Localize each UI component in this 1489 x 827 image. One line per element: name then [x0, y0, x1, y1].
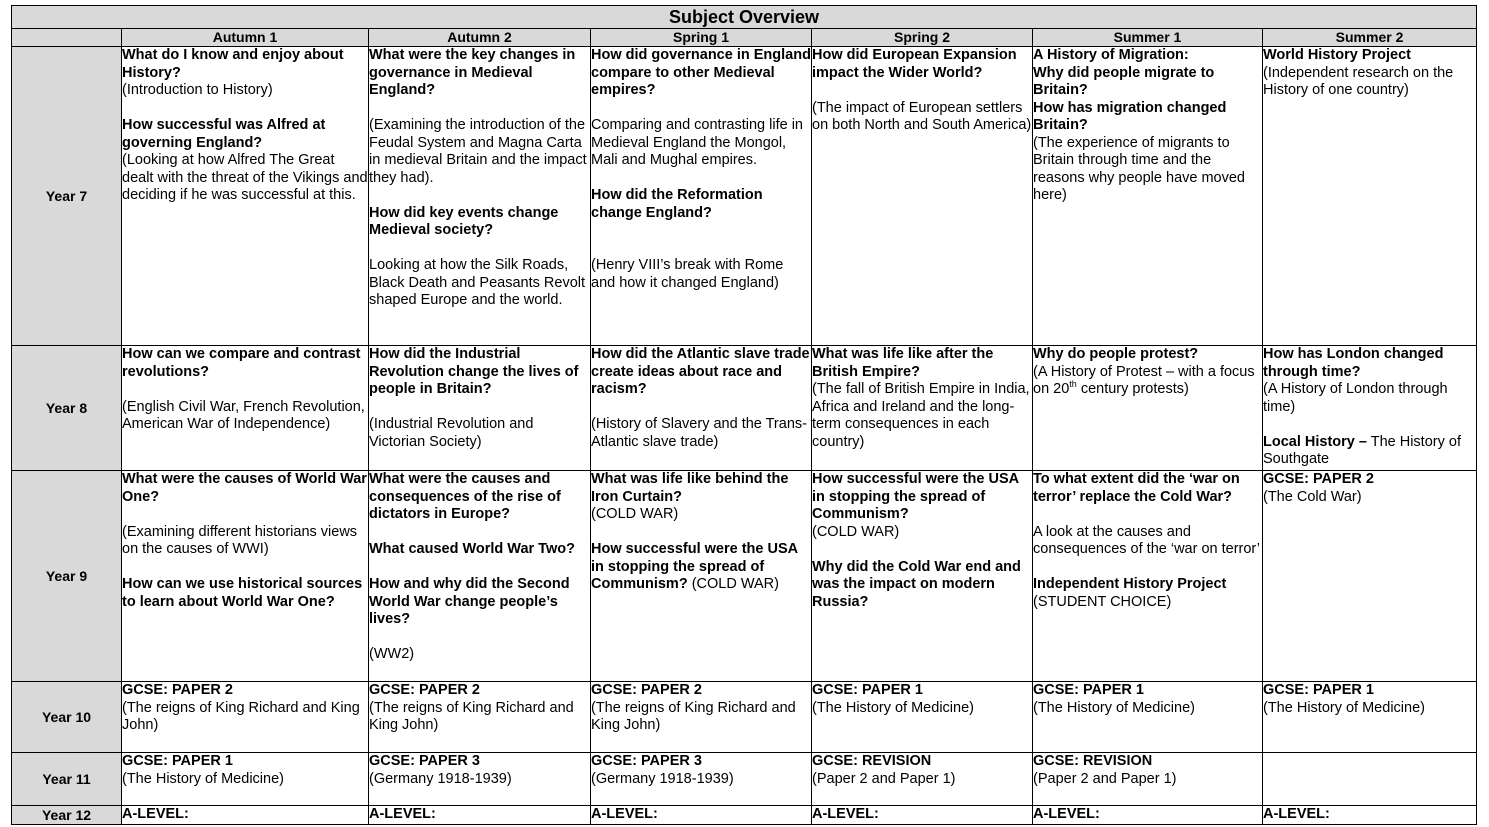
question-with-note: How successful were the USA in stopping the spread of Communism? (COLD WAR) — [591, 541, 798, 592]
term-header-spring-1: Spring 1 — [591, 29, 812, 47]
question: How successful were the USA in stopping the spread of Communism? — [812, 471, 1019, 522]
cell-y9-summer-2 — [1263, 471, 1477, 682]
cell-y11-autumn-2: GCSE: PAPER 3 (Germany 1918-1939) — [369, 753, 591, 806]
question: What were the causes and consequences of the rise of dictators in Europe? — [369, 471, 561, 522]
description: (English Civil War, French Revolution, American War of Independence) — [122, 398, 365, 432]
subject-overview-table — [11, 5, 1477, 825]
cell-y11-spring-1: GCSE: PAPER 3 (Germany 1918-1939) — [591, 753, 812, 806]
question: Why did the Cold War end and was the impact on modern Russia? — [812, 558, 1021, 610]
description: Looking at how the Silk Roads, Black Death and Peasants Revolt shaped Europe and the world. — [369, 257, 586, 308]
cell-y12-summer-2: A-LEVEL: — [1263, 806, 1477, 825]
term-header-spring-2: Spring 2 — [812, 29, 1033, 47]
cell-y12-autumn-1: A-LEVEL: — [122, 806, 369, 825]
question: What do I know and enjoy about History? — [122, 47, 344, 81]
cell-y12-autumn-2: A-LEVEL: — [369, 806, 591, 825]
table-title: Subject Overview — [12, 6, 1477, 29]
question: How and why did the Second World War change people’s lives? — [369, 576, 570, 627]
question: How has London changed through time? — [1263, 346, 1444, 380]
question: How can we use historical sources to learn about World War One? — [122, 576, 363, 610]
question: What were the causes of World War One? — [122, 471, 367, 505]
description: (Looking at how Alfred The Great dealt with the threat of the Vikings and deciding if he was successful at this. — [122, 152, 368, 203]
description: (Independent research on the History of one country) — [1263, 64, 1454, 98]
year-label-7: Year 7 — [12, 47, 122, 346]
cell-y8-autumn-2 — [369, 346, 591, 471]
cell-y9-summer-1 — [1033, 471, 1263, 682]
cell-y8-spring-1 — [591, 346, 812, 471]
cell-y7-spring-1 — [591, 47, 812, 346]
cell-y7-autumn-2 — [369, 47, 591, 346]
description: (Examining the introduction of the Feudal System and Magna Carta in medieval Britain and the impact they had). — [369, 117, 587, 186]
description: (STUDENT CHOICE) — [1033, 593, 1172, 610]
cell-y7-summer-2 — [1263, 47, 1477, 346]
question: How did the Reformation change England? — [591, 187, 763, 221]
cell-y12-summer-1: A-LEVEL: — [1033, 806, 1263, 825]
description: (The impact of European settlers on both North and South America) — [812, 99, 1032, 133]
cell-y7-summer-1 — [1033, 47, 1263, 346]
header-corner — [12, 29, 122, 47]
question: Why did people migrate to Britain? — [1033, 64, 1215, 98]
question: How can we compare and contrast revolutions? — [122, 346, 361, 380]
cell-y10-spring-1: GCSE: PAPER 2 (The reigns of King Richard and King John) — [591, 682, 812, 753]
question: GCSE: PAPER 2 — [1263, 471, 1374, 487]
cell-y8-summer-1 — [1033, 346, 1263, 471]
year-label-12: Year 12 — [12, 806, 122, 825]
cell-y7-autumn-1 — [122, 47, 369, 346]
cell-y8-spring-2 — [812, 346, 1033, 471]
description: (Introduction to History) — [122, 82, 273, 98]
term-header-autumn-2: Autumn 2 — [369, 29, 591, 47]
question: What were the key changes in governance in Medieval England? — [369, 47, 576, 98]
question: How successful was Alfred at governing England? — [122, 117, 326, 151]
cell-y10-autumn-2: GCSE: PAPER 2 (The reigns of King Richard and King John) — [369, 682, 591, 753]
term-header-summer-2: Summer 2 — [1263, 29, 1477, 47]
year-label-11: Year 11 — [12, 753, 122, 806]
description: (The fall of British Empire in India, Africa and Ireland and the long-term consequences in each country) — [812, 381, 1030, 450]
description: (COLD WAR) — [812, 523, 900, 540]
cell-y8-autumn-1 — [122, 346, 369, 471]
cell-y11-summer-2 — [1263, 753, 1477, 806]
question: Why do people protest? — [1033, 346, 1199, 362]
cell-y10-summer-1: GCSE: PAPER 1 (The History of Medicine) — [1033, 682, 1263, 753]
description: (A History of London through time) — [1263, 381, 1448, 415]
cell-y11-spring-2: GCSE: REVISION (Paper 2 and Paper 1) — [812, 753, 1033, 806]
description: (A History of Protest – with a focus on 20th century protests) — [1033, 363, 1255, 397]
question: To what extent did the ‘war on terror’ replace the Cold War? — [1033, 471, 1240, 505]
question: World History Project — [1263, 47, 1411, 63]
description: (Henry VIII’s break with Rome and how it changed England) — [591, 257, 784, 291]
cell-y10-summer-2: GCSE: PAPER 1 (The History of Medicine) — [1263, 682, 1477, 753]
description: (History of Slavery and the Trans-Atlantic slave trade) — [591, 416, 807, 450]
cell-y10-autumn-1: GCSE: PAPER 2 (The reigns of King Richard and King John) — [122, 682, 369, 753]
description: Local History – The History of Southgate — [1263, 433, 1461, 467]
term-header-autumn-1: Autumn 1 — [122, 29, 369, 47]
description: (The experience of migrants to Britain through time and the reasons why people have moved here) — [1033, 134, 1245, 203]
term-header-summer-1: Summer 1 — [1033, 29, 1263, 47]
question: How has migration changed Britain? — [1033, 99, 1227, 133]
cell-y11-summer-1: GCSE: REVISION (Paper 2 and Paper 1) — [1033, 753, 1263, 806]
question: How did the Atlantic slave trade create ideas about race and racism? — [591, 346, 810, 397]
cell-y10-spring-2: GCSE: PAPER 1 (The History of Medicine) — [812, 682, 1033, 753]
question: What was life like behind the Iron Curtain? — [591, 471, 789, 505]
question: How did governance in England compare to other Medieval empires? — [591, 47, 811, 98]
description: (WW2) — [369, 646, 415, 662]
cell-y9-autumn-2 — [369, 471, 591, 682]
cell-y9-autumn-1 — [122, 471, 369, 682]
description: Comparing and contrasting life in Medieval England the Mongol, Mali and Mughal empires. — [591, 117, 803, 168]
cell-y12-spring-2: A-LEVEL: — [812, 806, 1033, 825]
cell-y9-spring-1 — [591, 471, 812, 682]
description: (COLD WAR) — [591, 506, 679, 522]
year-label-10: Year 10 — [12, 682, 122, 753]
year-label-8: Year 8 — [12, 346, 122, 471]
cell-y12-spring-1: A-LEVEL: — [591, 806, 812, 825]
cell-y8-summer-2 — [1263, 346, 1477, 471]
unit-title: A History of Migration: — [1033, 47, 1189, 63]
question: How did key events change Medieval society? — [369, 204, 559, 238]
year-label-9: Year 9 — [12, 471, 122, 682]
question: What caused World War Two? — [369, 541, 575, 557]
description: (Industrial Revolution and Victorian Society) — [369, 416, 534, 450]
description: A look at the causes and consequences of the ‘war on terror’ — [1033, 523, 1261, 557]
description: (The Cold War) — [1263, 488, 1362, 505]
question: Independent History Project — [1033, 576, 1227, 592]
cell-y9-spring-2 — [812, 471, 1033, 682]
question: How did the Industrial Revolution change the lives of people in Britain? — [369, 346, 579, 397]
cell-y11-autumn-1: GCSE: PAPER 1 (The History of Medicine) — [122, 753, 369, 806]
description: (Examining different historians views on the causes of WWI) — [122, 523, 358, 557]
question: How did European Expansion impact the Wider World? — [812, 47, 1017, 81]
cell-y7-spring-2 — [812, 47, 1033, 346]
question: What was life like after the British Empire? — [812, 346, 994, 380]
